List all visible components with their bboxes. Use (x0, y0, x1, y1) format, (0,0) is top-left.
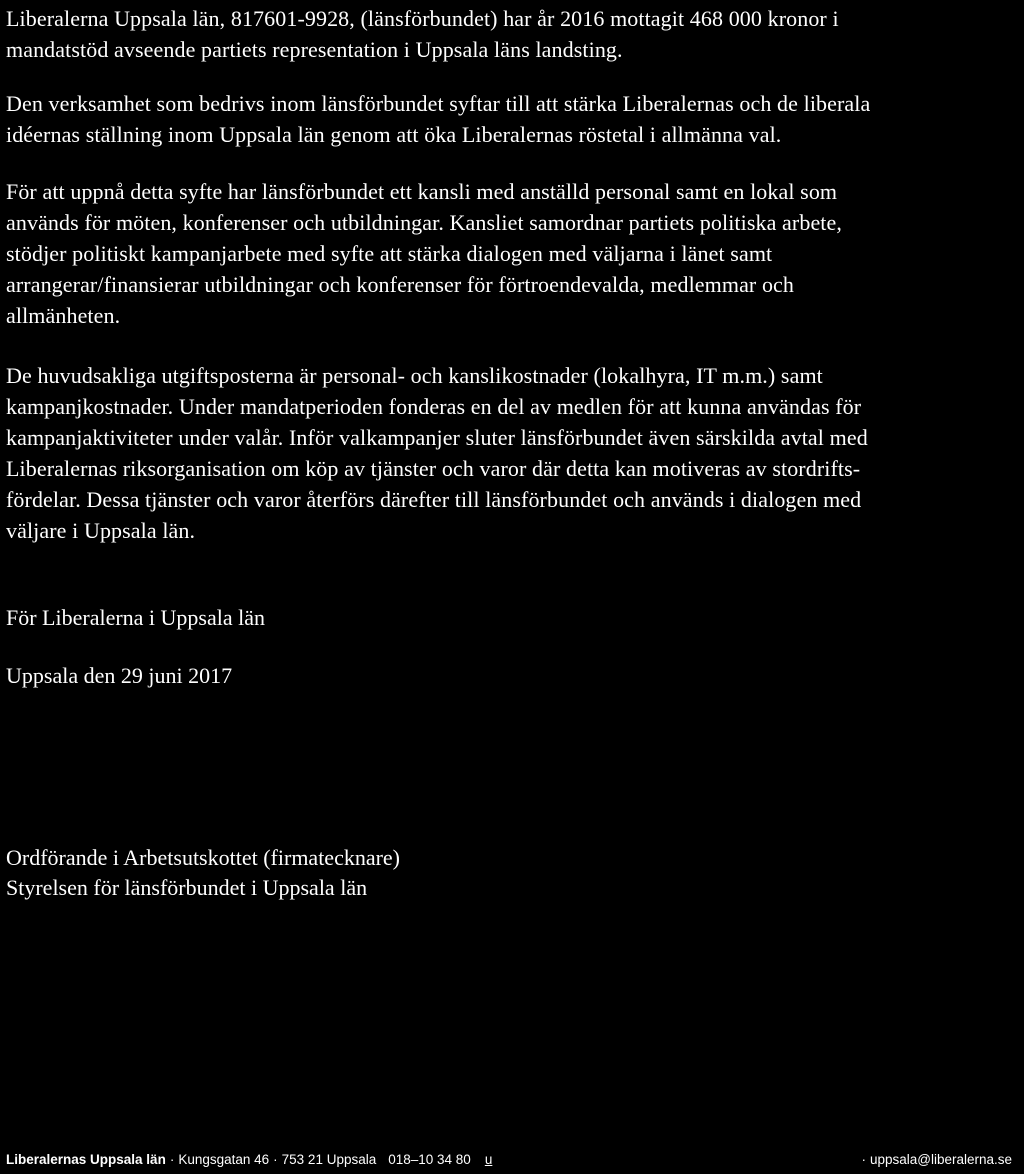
paragraph-line: fördelar. Dessa tjänster och varor återförs därefter till länsförbundet och används i dialogen med (6, 487, 862, 512)
footer-postal: 753 21 Uppsala (281, 1152, 377, 1167)
paragraph-line: används för möten, konferenser och utbildningar. Kansliet samordnar partiets politiska arbete, (6, 210, 842, 235)
footer-mark: u (484, 1152, 493, 1167)
paragraph-line: Liberalerna Uppsala län, 817601-9928, (länsförbundet) har år 2016 mottagit 468 000 kronor i (6, 6, 839, 31)
paragraph-line: väljare i Uppsala län. (6, 518, 196, 543)
closing-line: För Liberalerna i Uppsala län (6, 605, 266, 630)
paragraph-kansli (6, 176, 842, 331)
paragraph-line: De huvudsakliga utgiftsposterna är personal- och kanslikostnader (lokalhyra, IT m.m.) samt (6, 363, 823, 388)
paragraph-line: mandatstöd avseende partiets representation i Uppsala läns landsting. (6, 37, 623, 62)
signature-title: Ordförande i Arbetsutskottet (firmatecknare) (6, 845, 401, 870)
footer-separator: · (273, 1152, 278, 1167)
footer-email-separator: · (861, 1152, 866, 1167)
footer-phone: 018–10 34 80 (388, 1152, 471, 1167)
paragraph-utgiftsposter (6, 360, 868, 546)
paragraph-line: arrangerar/finansierar utbildningar och konferenser för förtroendevalda, medlemmar och (6, 272, 795, 297)
footer-email-block (861, 1150, 1012, 1170)
paragraph-line: Den verksamhet som bedrivs inom länsförbundet syftar till att stärka Liberalernas och de liberala (6, 91, 871, 116)
paragraph-line: stödjer politiskt kampanjarbete med syfte att stärka dialogen med väljarna i länet samt (6, 241, 773, 266)
page-footer (6, 1150, 1018, 1170)
paragraph-verksamhet (6, 88, 870, 150)
signature-org: Styrelsen för länsförbundet i Uppsala län (6, 875, 368, 900)
paragraph-line: För att uppnå detta syfte har länsförbundet ett kansli med anställd personal samt en lokal som (6, 179, 838, 204)
place-date: Uppsala den 29 juni 2017 (6, 663, 233, 688)
footer-address: Kungsgatan 46 (178, 1152, 270, 1167)
paragraph-line: kampanjkostnader. Under mandatperioden fonderas en del av medlen för att kunna användas för (6, 394, 862, 419)
footer-email: uppsala@liberalerna.se (869, 1152, 1012, 1167)
paragraph-line: idéernas ställning inom Uppsala län genom att öka Liberalernas röstetal i allmänna val. (6, 122, 782, 147)
paragraph-line: allmänheten. (6, 303, 121, 328)
footer-org: Liberalernas Uppsala län (6, 1152, 166, 1167)
paragraph-mandatstod (6, 3, 839, 65)
paragraph-line: Liberalernas riksorganisation om köp av tjänster och varor där detta kan motiveras av stordrifts- (6, 456, 861, 481)
paragraph-line: kampanjaktiviteter under valår. Inför valkampanjer sluter länsförbundet även särskilda avtal med (6, 425, 868, 450)
footer-separator: · (169, 1152, 175, 1167)
